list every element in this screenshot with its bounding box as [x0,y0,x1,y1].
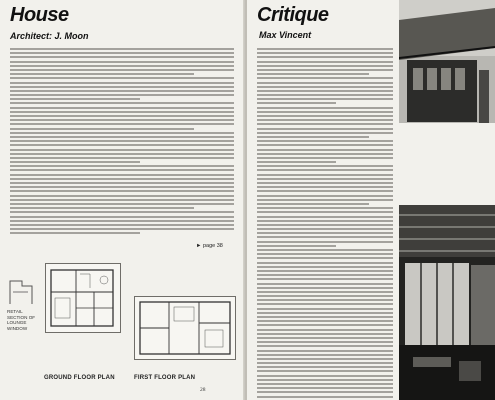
continuation-note: ► page 38 [196,243,223,249]
first-floor-plan [134,296,236,360]
first-floor-drawing [135,297,235,359]
critic-name: Max Vincent [259,30,312,40]
article-title: House [10,4,69,26]
interior-photo [399,205,495,400]
critique-title: Critique [257,4,329,26]
left-page [0,0,245,400]
page-number: 28 [200,387,206,393]
ground-floor-drawing [46,264,120,332]
architect-credit: Architect: J. Moon [10,31,89,41]
section-label: RETAIL SECTION OF LOUNGE WINDOW [7,309,36,331]
ground-floor-plan [45,263,121,333]
section-sketch [8,278,34,306]
body-text [10,48,234,236]
critique-text [257,48,393,400]
first-floor-label: FIRST FLOOR PLAN [134,375,196,381]
exterior-photo [399,0,495,123]
ground-floor-label: GROUND FLOOR PLAN [44,375,115,381]
right-page [247,0,495,400]
